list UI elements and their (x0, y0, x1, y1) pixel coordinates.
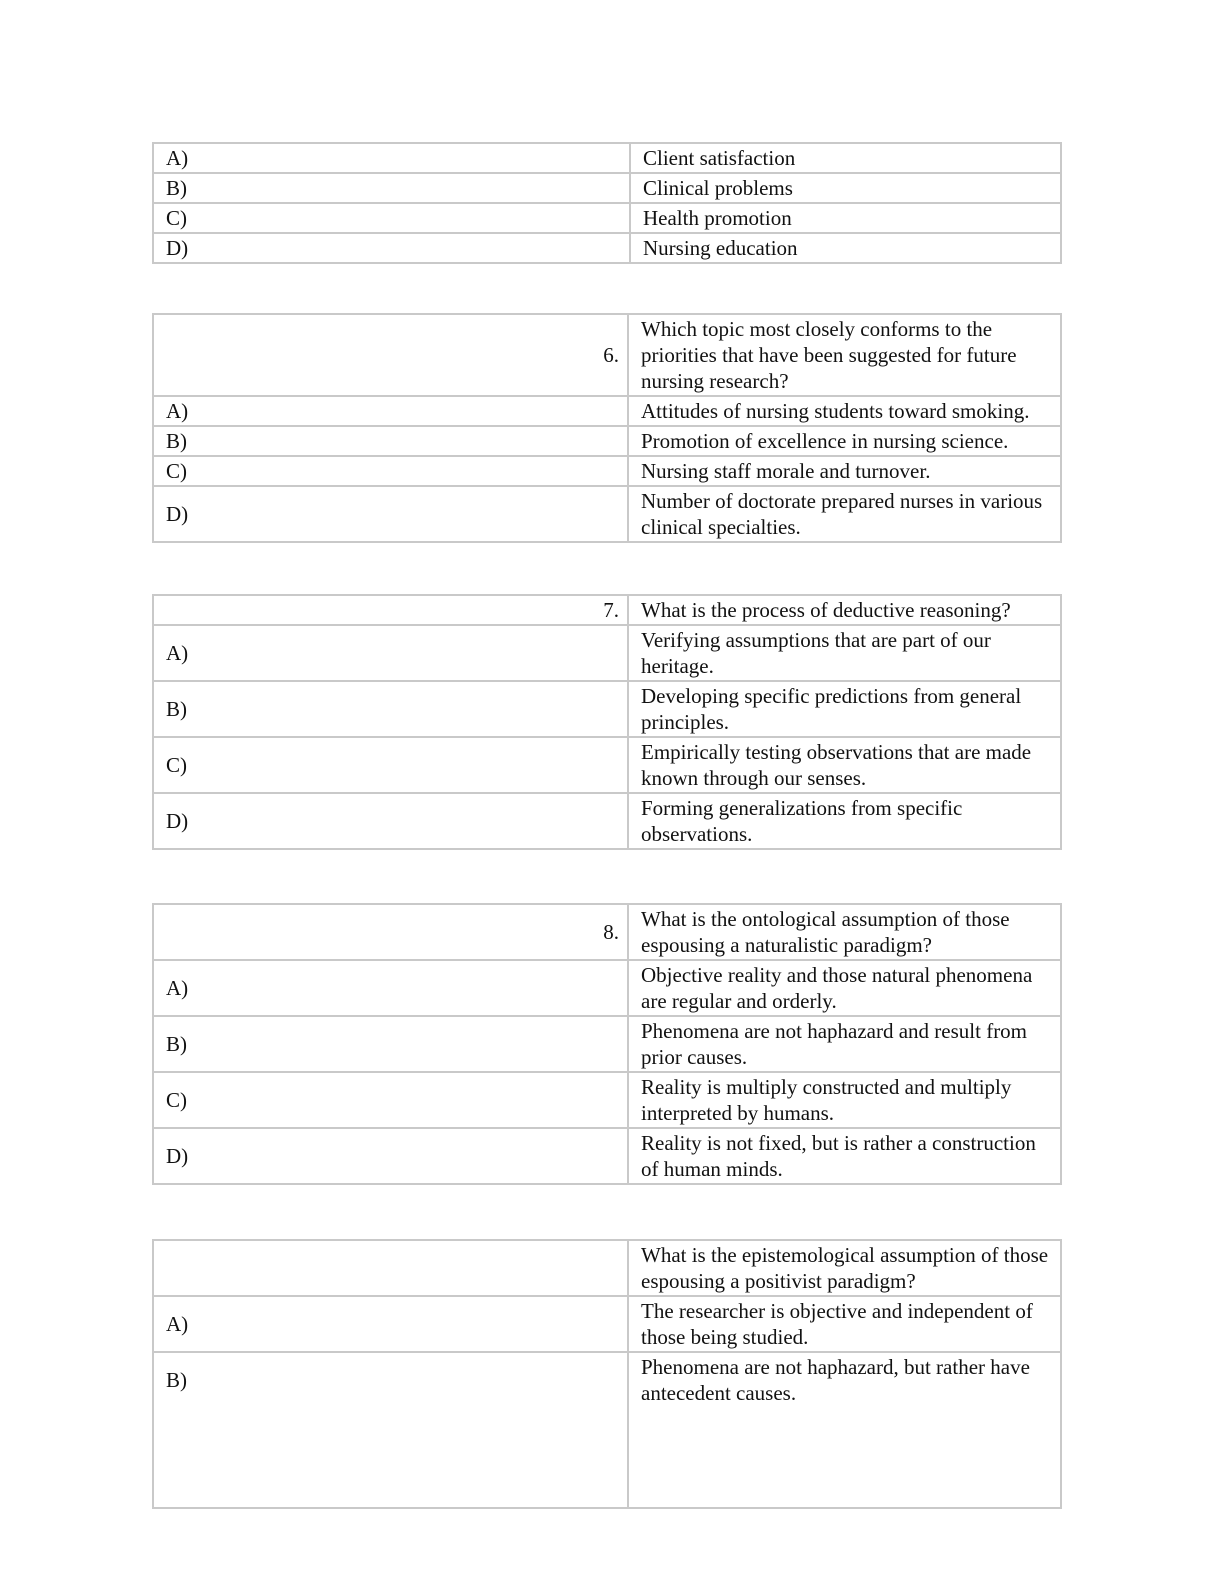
option-row (153, 1016, 1061, 1072)
option-letter: D) (153, 233, 630, 263)
question-6-table (152, 313, 1062, 543)
option-letter: D) (153, 486, 628, 542)
option-text: The researcher is objective and independent of those being studied. (628, 1296, 1061, 1352)
option-text: Forming generalizations from specific observations. (628, 793, 1061, 849)
question-8-table (152, 903, 1062, 1185)
option-text: Phenomena are not haphazard, but rather have antecedent causes. (628, 1352, 1061, 1508)
question-9-table (152, 1239, 1062, 1509)
option-letter: A) (153, 143, 630, 173)
option-letter: A) (153, 1296, 628, 1352)
question-row (153, 904, 1061, 960)
option-text: Nursing staff morale and turnover. (628, 456, 1061, 486)
option-row (153, 1072, 1061, 1128)
option-letter: C) (153, 203, 630, 233)
option-letter: A) (153, 625, 628, 681)
option-letter: B) (153, 426, 628, 456)
option-row (153, 456, 1061, 486)
option-row (153, 681, 1061, 737)
option-letter: C) (153, 1072, 628, 1128)
question-row (153, 595, 1061, 625)
question-text: Which topic most closely conforms to the priorities that have been suggested for future nursing research? (628, 314, 1061, 396)
question-number: 7. (153, 595, 628, 625)
question-row (153, 314, 1061, 396)
option-letter: B) (153, 681, 628, 737)
option-text: Number of doctorate prepared nurses in various clinical specialties. (628, 486, 1061, 542)
option-text: Promotion of excellence in nursing science. (628, 426, 1061, 456)
question-number: 8. (153, 904, 628, 960)
option-text: Reality is multiply constructed and multiply interpreted by humans. (628, 1072, 1061, 1128)
option-text: Health promotion (630, 203, 1061, 233)
option-letter: B) (153, 1352, 628, 1508)
option-row (153, 1352, 1061, 1508)
question-text: What is the ontological assumption of those espousing a naturalistic paradigm? (628, 904, 1061, 960)
option-text: Verifying assumptions that are part of our heritage. (628, 625, 1061, 681)
option-row (153, 625, 1061, 681)
option-text: Clinical problems (630, 173, 1061, 203)
option-row (153, 960, 1061, 1016)
question-text: What is the process of deductive reasoning? (628, 595, 1061, 625)
option-letter: C) (153, 456, 628, 486)
question-row (153, 1240, 1061, 1296)
question-number (153, 1240, 628, 1296)
option-row (153, 233, 1061, 263)
option-row (153, 737, 1061, 793)
option-letter: A) (153, 396, 628, 426)
option-text: Reality is not fixed, but is rather a construction of human minds. (628, 1128, 1061, 1184)
option-text: Empirically testing observations that are made known through our senses. (628, 737, 1061, 793)
option-row (153, 1296, 1061, 1352)
question-5-table (152, 142, 1062, 264)
option-letter: C) (153, 737, 628, 793)
option-letter: B) (153, 1016, 628, 1072)
option-row (153, 1128, 1061, 1184)
option-letter: B) (153, 173, 630, 203)
option-row (153, 396, 1061, 426)
option-text: Developing specific predictions from general principles. (628, 681, 1061, 737)
option-text: Phenomena are not haphazard and result from prior causes. (628, 1016, 1061, 1072)
option-row (153, 486, 1061, 542)
option-row (153, 203, 1061, 233)
option-row (153, 793, 1061, 849)
question-number: 6. (153, 314, 628, 396)
option-text: Objective reality and those natural phenomena are regular and orderly. (628, 960, 1061, 1016)
option-letter: D) (153, 1128, 628, 1184)
question-7-table (152, 594, 1062, 850)
option-row (153, 426, 1061, 456)
option-text: Nursing education (630, 233, 1061, 263)
option-letter: D) (153, 793, 628, 849)
option-text: Client satisfaction (630, 143, 1061, 173)
option-row (153, 143, 1061, 173)
option-letter: A) (153, 960, 628, 1016)
option-row (153, 173, 1061, 203)
question-text: What is the epistemological assumption of those espousing a positivist paradigm? (628, 1240, 1061, 1296)
option-text: Attitudes of nursing students toward smoking. (628, 396, 1061, 426)
